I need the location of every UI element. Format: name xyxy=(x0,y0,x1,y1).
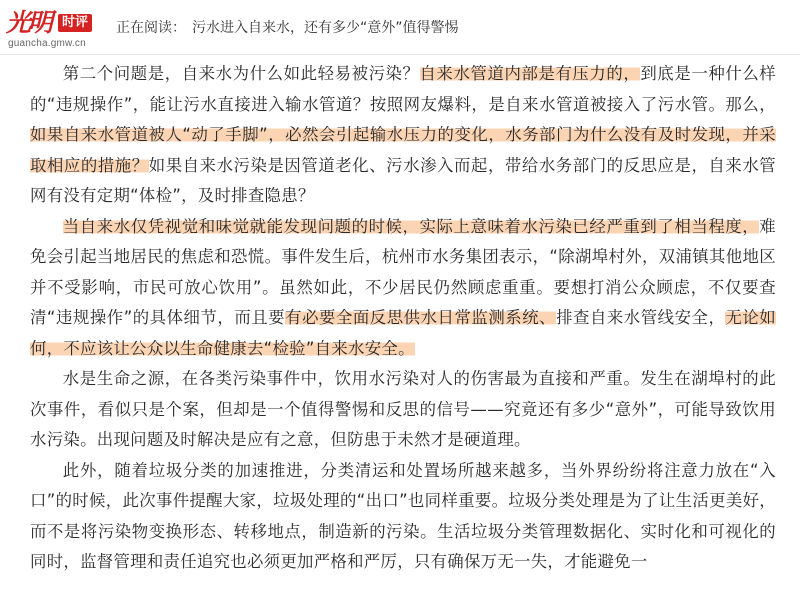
paragraph-1 xyxy=(0,59,800,212)
site-header xyxy=(0,0,800,55)
article-title: 污水进入自来水，还有多少“意外”值得警惕 xyxy=(192,20,459,36)
text-segment: 到底是一种什么样的“违规操作”，能让污水直接进入输水管道？按照网友爆料，是自来水管道被接入了污水管。那么， xyxy=(30,64,776,114)
text-segment: 难免会引起当地居民的焦虑和恐慌。事件发生后，杭州市水务集团表示，“除湖埠村外，双浦镇其他地区并不受影响，市民可放心饮用”。虽然如此，不少居民仍然顾虑重重。要想打消公众顾虑，不仅要查清“违规操作”的具体细节，而且要 xyxy=(30,216,776,327)
paragraph-2 xyxy=(0,212,800,365)
site-logo[interactable] xyxy=(4,8,116,48)
article-body xyxy=(0,55,800,578)
highlighted-text: 自来水管道内部是有压力的， xyxy=(419,64,641,83)
highlighted-text: 无论如何，不应该让公众以生命健康去“检验”自来水安全。 xyxy=(30,308,776,358)
now-reading-label: 正在阅读： xyxy=(116,20,186,36)
logo-mark: 光明 xyxy=(6,8,51,37)
logo-badge: 时评 xyxy=(58,14,92,32)
text-segment: 如果自来水污染是因管道老化、污水渗入而起，带给水务部门的反思应是，自来水管网有没有定期“体检”，及时排查隐患？ xyxy=(30,155,776,205)
highlighted-text: 如果自来水管道被人“动了手脚”，必然会引起输水压力的变化，水务部门为什么没有及时发现，并采取相应的措施？ xyxy=(30,125,776,175)
paragraph-3: 水是生命之源，在各类污染事件中，饮用水污染对人的伤害最为直接和严重。发生在湖埠村的此次事件，看似只是个案，但却是一个值得警惕和反思的信号——究竟还有多少“意外”，可能导致饮用水污染。出现问题及时解决是应有之意，但防患于未然才是硬道理。 xyxy=(30,369,776,449)
logo-domain: guancha.gmw.cn xyxy=(8,38,86,49)
highlighted-text: 当自来水仅凭视觉和味觉就能发现问题的时候，实际上意味着水污染已经严重到了相当程度， xyxy=(62,216,760,236)
text-segment: 第二个问题是，自来水为什么如此轻易被污染？ xyxy=(62,64,420,83)
text-segment: 排查自来水管线安全， xyxy=(556,308,726,327)
highlighted-text: 有必要全面反思供水日常监测系统、 xyxy=(285,308,557,327)
paragraph-4: 此外，随着垃圾分类的加速推进，分类清运和处置场所越来越多，当外界纷纷将注意力放在“入口”的时候，此次事件提醒大家，垃圾处理的“出口”也同样重要。垃圾分类处理是为了让生活更美好，而不是将污染物变换形态、转移地点，制造新的污染。生活垃圾分类管理数据化、实时化和可视化的同时，监督管理和责任追究也必须更加严格和严厉，只有确保万无一失，才能避免一 xyxy=(30,460,776,571)
now-reading xyxy=(116,17,459,37)
